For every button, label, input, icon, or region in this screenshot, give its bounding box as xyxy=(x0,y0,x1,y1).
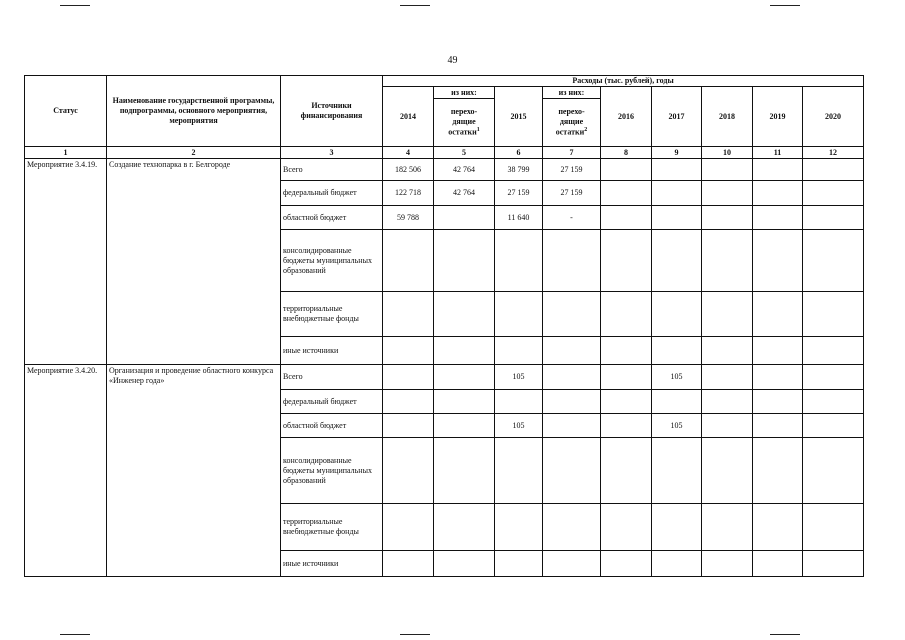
header-year-2018: 2018 xyxy=(702,87,753,147)
header-year-2016: 2016 xyxy=(601,87,652,147)
header-carryover-2-text: перехо- дящие остатки xyxy=(555,107,585,137)
header-carryover-1-text: перехо- дящие остатки xyxy=(448,107,478,137)
amount-cell xyxy=(702,504,753,551)
funding-source: консолидированные бюджеты муниципальных образований xyxy=(281,438,383,504)
amount-cell xyxy=(753,181,803,206)
amount-cell xyxy=(434,206,495,230)
amount-cell xyxy=(702,230,753,292)
amount-cell xyxy=(601,414,652,438)
footnote-1-mark: 1 xyxy=(476,127,480,134)
amount-cell: 105 xyxy=(495,365,543,390)
scan-edge-mark xyxy=(400,634,430,635)
amount-cell xyxy=(383,365,434,390)
header-expenses: Расходы (тыс. рублей), годы xyxy=(383,76,864,87)
amount-cell xyxy=(702,414,753,438)
amount-cell xyxy=(803,414,864,438)
scan-edge-mark xyxy=(770,634,800,635)
amount-cell xyxy=(702,159,753,181)
column-number: 4 xyxy=(383,147,434,159)
amount-cell xyxy=(543,504,601,551)
funding-source: консолидированные бюджеты муниципальных образований xyxy=(281,230,383,292)
amount-cell xyxy=(652,159,702,181)
amount-cell xyxy=(601,206,652,230)
scan-edge-mark xyxy=(60,634,90,635)
amount-cell xyxy=(543,337,601,365)
amount-cell xyxy=(434,337,495,365)
amount-cell xyxy=(543,551,601,577)
amount-cell xyxy=(702,438,753,504)
amount-cell xyxy=(495,230,543,292)
amount-cell xyxy=(495,337,543,365)
amount-cell xyxy=(543,390,601,414)
amount-cell xyxy=(753,159,803,181)
amount-cell xyxy=(652,551,702,577)
funding-source: иные источники xyxy=(281,551,383,577)
amount-cell: 42 764 xyxy=(434,159,495,181)
amount-cell xyxy=(753,292,803,337)
amount-cell xyxy=(495,438,543,504)
amount-cell xyxy=(753,414,803,438)
amount-cell xyxy=(383,504,434,551)
amount-cell: 42 764 xyxy=(434,181,495,206)
activity-name: Организация и проведение областного конкурса «Инженер года» xyxy=(107,365,281,577)
amount-cell xyxy=(434,504,495,551)
column-number: 3 xyxy=(281,147,383,159)
header-year-2017: 2017 xyxy=(652,87,702,147)
amount-cell xyxy=(652,206,702,230)
amount-cell xyxy=(383,337,434,365)
amount-cell: 27 159 xyxy=(543,181,601,206)
header-status: Статус xyxy=(25,76,107,147)
amount-cell xyxy=(753,365,803,390)
amount-cell xyxy=(803,504,864,551)
scan-edge-mark xyxy=(400,5,430,6)
budget-table xyxy=(24,75,864,577)
header-carryover-2 xyxy=(543,99,601,147)
amount-cell xyxy=(702,337,753,365)
amount-cell xyxy=(702,181,753,206)
amount-cell xyxy=(753,551,803,577)
amount-cell: 105 xyxy=(652,365,702,390)
amount-cell xyxy=(601,230,652,292)
amount-cell xyxy=(652,390,702,414)
amount-cell xyxy=(383,292,434,337)
amount-cell xyxy=(434,230,495,292)
amount-cell xyxy=(601,504,652,551)
amount-cell xyxy=(601,365,652,390)
column-number: 2 xyxy=(107,147,281,159)
amount-cell: 27 159 xyxy=(543,159,601,181)
funding-source: Всего xyxy=(281,159,383,181)
amount-cell xyxy=(753,504,803,551)
funding-source: Всего xyxy=(281,365,383,390)
amount-cell: - xyxy=(543,206,601,230)
column-number: 10 xyxy=(702,147,753,159)
amount-cell xyxy=(383,414,434,438)
funding-source: федеральный бюджет xyxy=(281,181,383,206)
header-of-them-2: из них: xyxy=(543,87,601,99)
funding-source: областной бюджет xyxy=(281,414,383,438)
scan-edge-mark xyxy=(60,5,90,6)
funding-source: иные источники xyxy=(281,337,383,365)
column-number: 11 xyxy=(753,147,803,159)
amount-cell xyxy=(383,551,434,577)
amount-cell xyxy=(543,414,601,438)
amount-cell xyxy=(803,230,864,292)
header-name: Наименование государственной программы, подпрограммы, основного мероприятия, мероприятия xyxy=(107,76,281,147)
amount-cell xyxy=(601,159,652,181)
activity-name: Создание технопарка в г. Белгороде xyxy=(107,159,281,365)
amount-cell: 122 718 xyxy=(383,181,434,206)
funding-source: территориальные внебюджетные фонды xyxy=(281,292,383,337)
header-year-2015: 2015 xyxy=(495,87,543,147)
amount-cell xyxy=(434,414,495,438)
amount-cell xyxy=(803,206,864,230)
header-year-2020: 2020 xyxy=(803,87,864,147)
amount-cell xyxy=(652,438,702,504)
page-number: 49 xyxy=(447,55,458,66)
activity-status: Мероприятие 3.4.19. xyxy=(25,159,107,365)
table-body xyxy=(25,159,864,577)
amount-cell xyxy=(495,504,543,551)
amount-cell xyxy=(753,438,803,504)
amount-cell xyxy=(543,365,601,390)
column-number: 12 xyxy=(803,147,864,159)
amount-cell xyxy=(803,337,864,365)
amount-cell xyxy=(601,292,652,337)
amount-cell xyxy=(652,504,702,551)
activity-status: Мероприятие 3.4.20. xyxy=(25,365,107,577)
column-number: 1 xyxy=(25,147,107,159)
amount-cell xyxy=(702,365,753,390)
table-header xyxy=(25,76,864,159)
amount-cell xyxy=(383,390,434,414)
amount-cell xyxy=(702,292,753,337)
funding-source: областной бюджет xyxy=(281,206,383,230)
amount-cell xyxy=(652,337,702,365)
amount-cell: 105 xyxy=(495,414,543,438)
amount-cell xyxy=(652,292,702,337)
amount-cell xyxy=(652,230,702,292)
amount-cell xyxy=(434,292,495,337)
header-sources: Источники финансирования xyxy=(281,76,383,147)
amount-cell xyxy=(383,438,434,504)
amount-cell xyxy=(803,438,864,504)
amount-cell xyxy=(434,438,495,504)
amount-cell xyxy=(652,181,702,206)
amount-cell xyxy=(495,390,543,414)
funding-source: территориальные внебюджетные фонды xyxy=(281,504,383,551)
amount-cell xyxy=(543,438,601,504)
amount-cell xyxy=(495,551,543,577)
column-number: 6 xyxy=(495,147,543,159)
amount-cell: 27 159 xyxy=(495,181,543,206)
amount-cell xyxy=(702,551,753,577)
amount-cell: 38 799 xyxy=(495,159,543,181)
scan-edge-mark xyxy=(770,5,800,6)
column-number: 7 xyxy=(543,147,601,159)
table-row xyxy=(25,159,864,181)
amount-cell xyxy=(753,206,803,230)
amount-cell xyxy=(434,390,495,414)
amount-cell xyxy=(702,206,753,230)
amount-cell xyxy=(601,438,652,504)
column-number: 9 xyxy=(652,147,702,159)
amount-cell: 11 640 xyxy=(495,206,543,230)
header-year-2019: 2019 xyxy=(753,87,803,147)
amount-cell xyxy=(543,292,601,337)
amount-cell: 59 788 xyxy=(383,206,434,230)
funding-source: федеральный бюджет xyxy=(281,390,383,414)
amount-cell xyxy=(702,390,753,414)
amount-cell xyxy=(601,181,652,206)
amount-cell xyxy=(803,390,864,414)
amount-cell xyxy=(803,159,864,181)
footnote-2-mark: 2 xyxy=(584,127,588,134)
amount-cell xyxy=(601,337,652,365)
amount-cell xyxy=(753,230,803,292)
header-year-2014: 2014 xyxy=(383,87,434,147)
amount-cell xyxy=(601,551,652,577)
column-number: 5 xyxy=(434,147,495,159)
table-row xyxy=(25,365,864,390)
column-number: 8 xyxy=(601,147,652,159)
amount-cell xyxy=(803,181,864,206)
column-number-row xyxy=(25,147,864,159)
amount-cell xyxy=(803,551,864,577)
amount-cell: 182 506 xyxy=(383,159,434,181)
amount-cell xyxy=(434,365,495,390)
amount-cell xyxy=(601,390,652,414)
amount-cell xyxy=(753,337,803,365)
amount-cell xyxy=(543,230,601,292)
header-carryover-1 xyxy=(434,99,495,147)
header-of-them-1: из них: xyxy=(434,87,495,99)
amount-cell xyxy=(753,390,803,414)
amount-cell: 105 xyxy=(652,414,702,438)
amount-cell xyxy=(803,365,864,390)
amount-cell xyxy=(495,292,543,337)
amount-cell xyxy=(434,551,495,577)
amount-cell xyxy=(383,230,434,292)
amount-cell xyxy=(803,292,864,337)
